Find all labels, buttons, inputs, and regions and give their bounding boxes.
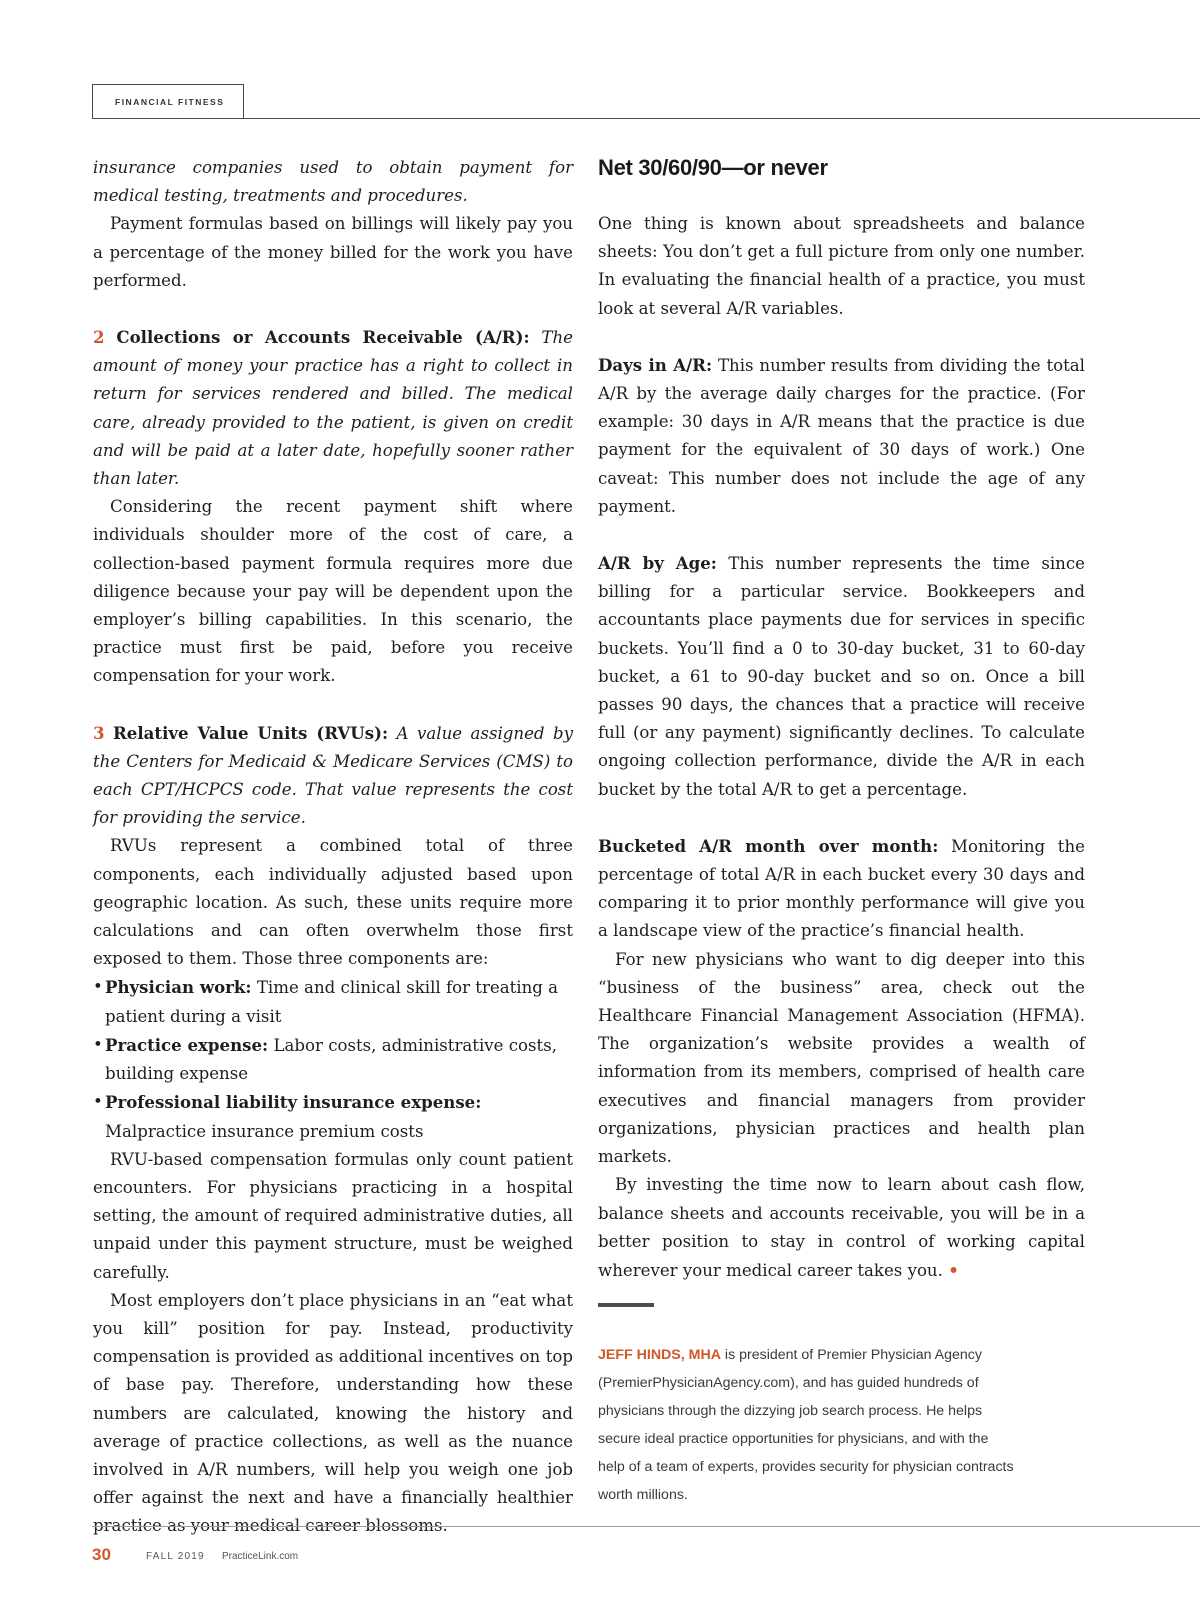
- ar-by-age-label: A/R by Age:: [598, 553, 717, 574]
- intro-italic: insurance companies used to obtain payment for medical testing, treatments and procedures.: [93, 158, 573, 206]
- author-name: JEFF HINDS, MHA: [598, 1347, 721, 1364]
- item-3-paragraph: RVUs represent a combined total of three components, each individually adjusted based upon geographic location. As such, these units require more calculations and can often overwhelm those first exposed to them. Those three components are:: [93, 836, 573, 969]
- section-title: Net 30/60/90—or never: [598, 155, 828, 180]
- days-in-ar-label: Days in A/R:: [598, 354, 713, 375]
- author-bio: [598, 1341, 1018, 1509]
- issue-label: FALL 2019: [146, 1551, 205, 1562]
- item-2-number: 2: [93, 327, 105, 348]
- bio-divider: [598, 1303, 654, 1307]
- bullet-physician-work: [93, 973, 573, 1030]
- spacer: [598, 521, 1085, 549]
- bullet-text: Time and clinical skill for treating a patient during a visit: [105, 978, 559, 1026]
- rvu-paragraph: RVU-based compensation formulas only count patient encounters. For physicians practicing in a hospital setting, the amount of required administrative duties, all unpaid under this payment structure, must be weighed carefully.: [93, 1149, 573, 1282]
- item-3-heading: Relative Value Units (RVUs):: [113, 722, 389, 743]
- site-link[interactable]: PracticeLink.com: [222, 1551, 299, 1562]
- bullet-text: Malpractice insurance premium costs: [105, 1121, 424, 1141]
- intro-paragraph: Payment formulas based on billings will likely pay you a percentage of the money billed for the work you have performed.: [93, 214, 573, 290]
- bucketed-ar-text: Monitoring the percentage of total A/R in each bucket every 30 days and comparing it to prior monthly performance will give you a landscape view of the practice’s financial health.: [598, 836, 1085, 941]
- footer-rule: [92, 1526, 1200, 1527]
- hfma-paragraph: For new physicians who want to dig deeper into this “business of the business” area, check out the Healthcare Financial Management Association (HFMA). The organization’s website provides a wealth of information from its members, comprised of health care executives and financial managers from provider organizations, physician practices and health plan markets.: [598, 949, 1085, 1167]
- days-in-ar-paragraph: [598, 351, 1085, 521]
- bucketed-ar-label: Bucketed A/R month over month:: [598, 835, 939, 856]
- section-tab: [92, 84, 244, 118]
- item-3-definition-text: A value assigned by the Centers for Medicaid & Medicare Services (CMS) to each CPT/HCPCS code. That value represents the cost for providing the service.: [93, 723, 573, 828]
- bullet-label: Professional liability insurance expense:: [105, 1092, 482, 1113]
- page-number: 30: [92, 1545, 111, 1564]
- item-2-paragraph: Considering the recent payment shift where individuals shoulder more of the cost of care, a collection-based payment formula requires more due diligence because your pay will be dependent upon the employer’s billing capabilities. In this scenario, the practice must first be paid, before you receive compensation for your work.: [93, 497, 573, 686]
- spacer: [598, 323, 1085, 351]
- author-bio-text: is president of Premier Physician Agency (PremierPhysicianAgency.com), and has guided hundreds of physicians through the dizzying job search process. He helps secure ideal practice opportunities for physicians, and with the help of a team of experts, provides security for physician contracts worth millions.: [598, 1347, 1014, 1504]
- intro-paragraph: One thing is known about spreadsheets and balance sheets: You don’t get a full picture from only one number. In evaluating the financial health of a practice, you must look at several A/R variables.: [598, 214, 1085, 318]
- section-label: FINANCIAL FITNESS: [115, 97, 225, 107]
- item-3-number: 3: [93, 722, 105, 743]
- bullet-label: Physician work:: [105, 977, 252, 998]
- days-in-ar-text: This number results from dividing the total A/R by the average daily charges for the practice. (For example: 30 days in A/R means that the practice is due payment for the equivalent of 30 days of work.) One caveat: This number does not include the age of any payment.: [598, 355, 1085, 516]
- ar-by-age-text: This number represents the time since billing for a particular service. Bookkeepers and accountants place payments due for services in specific buckets. You’ll find a 0 to 30-day bucket, 31 to 60-day bucket, a 61 to 90-day bucket and so on. Once a bill passes 90 days, the chances that a practice will receive full (or any payment) significantly declines. To calculate ongoing collection performance, divide the A/R in each bucket by the total A/R to get a percentage.: [598, 554, 1085, 799]
- spacer: [93, 691, 573, 719]
- closing-text: By investing the time now to learn about cash flow, balance sheets and accounts receivable, you will be in a better position to stay in control of working capital wherever your medical career takes you.: [598, 1175, 1085, 1280]
- header-rule: [92, 118, 1200, 119]
- bucketed-ar-paragraph: [598, 832, 1085, 946]
- employers-paragraph: Most employers don’t place physicians in an “eat what you kill” position for pay. Instead, productivity compensation is provided as additional incentives on top of base pay. Therefore, understanding how these numbers are calculated, knowing the history and average of practice collections, as well as the nuance involved in A/R numbers, will help you weigh one job offer against the next and have a financially healthier practice as your medical career blossoms.: [93, 1290, 573, 1536]
- bullet-liability-insurance: [93, 1088, 573, 1145]
- spacer: [598, 804, 1085, 832]
- item-2-definition-text: The amount of money your practice has a right to collect in return for services rendered and billed. The medical care, already provided to the patient, is given on credit and will be paid at a later date, hopefully sooner rather than later.: [93, 328, 573, 489]
- ar-by-age-paragraph: [598, 549, 1085, 804]
- right-column: [598, 154, 1085, 1509]
- bullet-label: Practice expense:: [105, 1034, 269, 1055]
- bullet-practice-expense: [93, 1031, 573, 1088]
- item-2-heading: Collections or Accounts Receivable (A/R):: [116, 327, 530, 348]
- item-2-definition: [93, 323, 573, 493]
- spacer: [93, 295, 573, 323]
- left-column: [93, 154, 573, 1541]
- closing-paragraph: [598, 1171, 1085, 1285]
- end-mark-icon: •: [948, 1259, 959, 1280]
- bullet-text: Labor costs, administrative costs, building expense: [105, 1035, 557, 1084]
- item-3-definition: [93, 719, 573, 833]
